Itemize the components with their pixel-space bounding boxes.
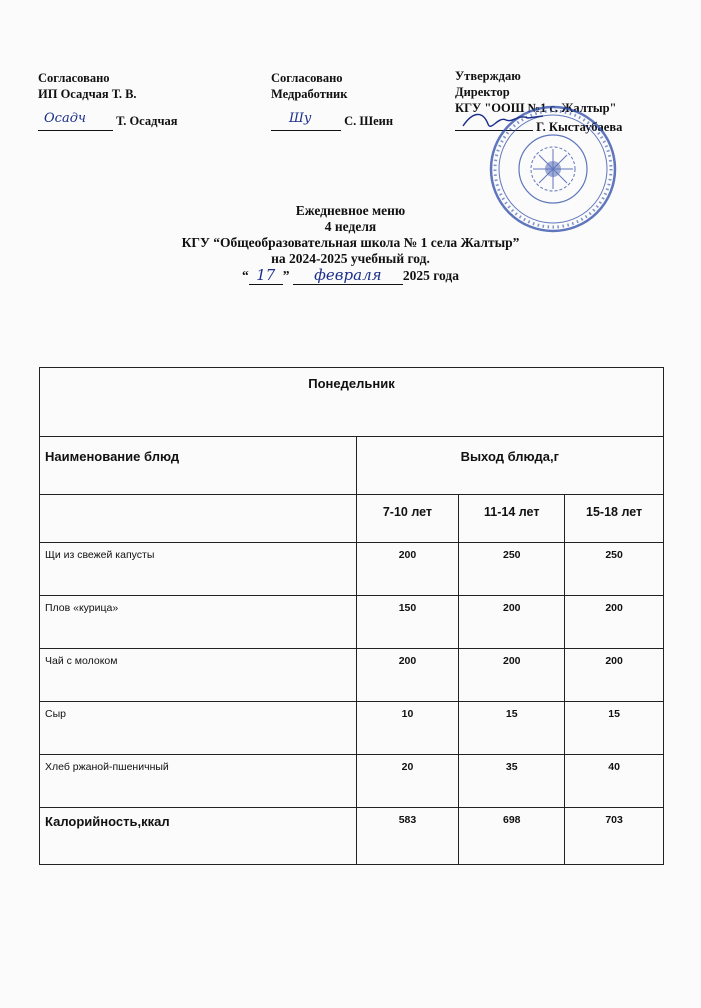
week-label: 4 неделя [324,219,377,234]
portion-7-10: 200 [356,543,459,596]
portion-7-10: 20 [356,755,459,808]
medic-signature-line [271,113,393,131]
age-group-11-14: 11-14 лет [484,505,540,519]
age-group-15-18: 15-18 лет [586,505,643,519]
calories-row [40,808,664,865]
column-header-dish: Наименование блюд [40,437,357,495]
medic-signature-name: С. Шеин [344,114,394,128]
owner-signature-line [38,113,178,131]
document-title: Ежедневное меню [295,203,406,218]
school-year: на 2024-2025 учебный год. [271,251,430,266]
document-heading [0,203,701,285]
table-row [40,755,664,808]
calories-15-18: 703 [565,808,664,865]
date-month: февраля [314,266,382,284]
approval-director-status: Утверждаю [455,69,521,83]
date-year: 2025 года [402,268,459,283]
school-name: КГУ “Общеобразовательная школа № 1 села Жалтыр” [181,235,520,250]
medic-signature: Шу [289,111,312,126]
table-row [40,543,664,596]
owner-signature: Осадч [44,111,87,126]
owner-signature-name: Т. Осадчая [116,114,178,128]
portion-7-10: 200 [356,649,459,702]
portion-15-18: 15 [565,702,664,755]
portion-15-18: 40 [565,755,664,808]
approval-medic-status: Согласовано [271,71,343,85]
dish-name: Хлеб ржаной-пшеничный [40,755,357,808]
portion-11-14: 250 [459,543,565,596]
portion-7-10: 150 [356,596,459,649]
table-row [40,596,664,649]
director-signature-name: Г. Кыстаубаева [536,120,623,134]
approval-medic [271,70,394,128]
column-header-output: Выход блюда,г [356,437,663,495]
portion-7-10: 10 [356,702,459,755]
approval-owner-person: ИП Осадчая Т. В. [38,87,137,101]
approval-header [38,62,678,142]
calories-label: Калорийность,ккал [40,808,357,865]
approval-director-role: Директор [455,85,510,99]
calories-7-10: 583 [356,808,459,865]
document-date: “ 17 ” февраля 2025 года [242,266,459,284]
portion-15-18: 200 [565,596,664,649]
day-of-week: Понедельник [40,368,664,437]
table-row [40,649,664,702]
approval-owner-status: Согласовано [38,71,110,85]
portion-15-18: 250 [565,543,664,596]
age-group-7-10: 7-10 лет [382,505,433,519]
approval-owner [38,70,178,128]
portion-11-14: 15 [459,702,565,755]
dish-name: Сыр [40,702,357,755]
dish-name: Плов «курица» [40,596,357,649]
director-signature [458,106,548,136]
menu-table [39,367,664,865]
date-day: 17 [256,266,276,284]
portion-15-18: 200 [565,649,664,702]
approval-director-org: КГУ "ООШ №1 с. Жалтыр" [455,101,617,115]
calories-11-14: 698 [459,808,565,865]
dish-name: Чай с молоком [40,649,357,702]
dish-name: Щи из свежей капусты [40,543,357,596]
portion-11-14: 200 [459,649,565,702]
portion-11-14: 35 [459,755,565,808]
portion-11-14: 200 [459,596,565,649]
table-row [40,702,664,755]
approval-medic-role: Медработник [271,87,348,101]
